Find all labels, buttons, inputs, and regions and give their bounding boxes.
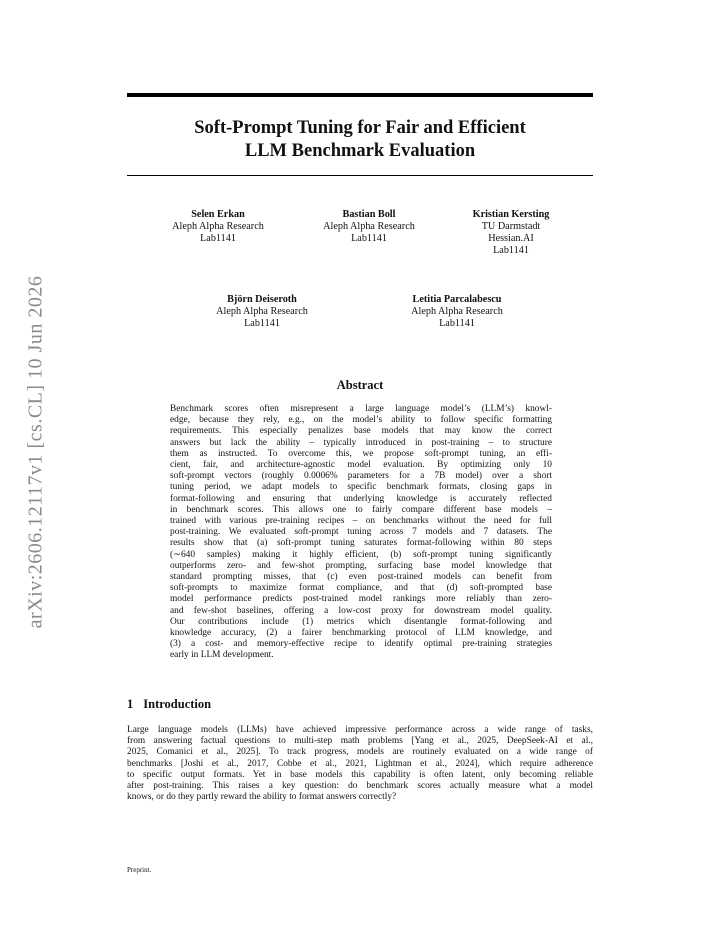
abstract-line: format-following and ensuring that underlying knowledge is accurately reflected xyxy=(170,493,552,504)
section-number: 1 xyxy=(127,697,134,711)
author-affiliation: Lab1141 xyxy=(351,233,387,244)
abstract-line: soft-prompts to maximize format compliance, and that (d) soft-prompted base xyxy=(170,583,552,594)
author-affiliation: Aleph Alpha Research xyxy=(216,306,308,317)
title-top-rule xyxy=(127,93,593,97)
abstract-line: post-training. We evaluated soft-prompt tuning across 7 models and 7 datasets. The xyxy=(170,527,552,538)
abstract-line: edge, because they rely, e.g., on the model’s ability to follow specific formatting xyxy=(170,415,552,426)
intro-line: from answering factual questions to multi-step math problems [Yang et al., 2025, DeepSeek-AI et al., xyxy=(127,736,593,747)
abstract-line: Benchmark scores often misrepresent a large language model’s (LLM’s) knowl- xyxy=(170,404,552,414)
abstract-line: and few-shot baselines, offering a low-cost proxy for downstream model quality. xyxy=(170,605,552,616)
abstract-line: tuning period, we adapt models to specific benchmark formats, closing gaps in xyxy=(170,482,552,493)
abstract-line: trained with various pre-training recipes – on benchmarks without the need for full xyxy=(170,516,552,527)
author-affiliation: Lab1141 xyxy=(244,318,280,329)
intro-line: after post-training. This raises a key question: do benchmark scores actually measure what a model xyxy=(127,781,593,792)
abstract-line: model performance predicts post-trained model rankings more reliably than zero- xyxy=(170,594,552,605)
abstract-line: results show that (a) soft-prompt tuning saturates format-following within 80 steps xyxy=(170,538,552,549)
author-affiliation: Lab1141 xyxy=(439,318,475,329)
author-name: Selen Erkan xyxy=(191,209,245,220)
title-bottom-rule xyxy=(127,175,593,176)
author-block xyxy=(446,209,576,257)
author-block xyxy=(392,294,522,330)
author-block xyxy=(197,294,327,330)
author-affiliation: Lab1141 xyxy=(200,233,236,244)
author-affiliation: TU Darmstadt xyxy=(481,221,541,232)
abstract-line: (3) a cost- and memory-effective recipe to identify optimal pre-training strategies xyxy=(170,639,552,650)
intro-line: knows, or do they partly reward the ability to format answers correctly? xyxy=(127,792,397,803)
author-name: Kristian Kersting xyxy=(472,209,550,220)
intro-line: benchmarks [Joshi et al., 2017, Cobbe et al., 2021, Lightman et al., 2024], which require adherence xyxy=(127,758,593,769)
paper-title xyxy=(127,117,593,163)
abstract-line: standard prompting misses, that (c) even post-trained models can benefit from xyxy=(170,572,552,583)
author-affiliation: Hessian.AI xyxy=(488,233,534,244)
preprint-footnote: Preprint. xyxy=(127,866,152,874)
intro-line: 2025, Comanici et al., 2025]. To track progress, models are routinely evaluated on a wide range of xyxy=(127,747,593,758)
abstract-line: them as instructed. To overcome this, we propose soft-prompt tuning, an effi- xyxy=(170,448,552,459)
author-affiliation: Aleph Alpha Research xyxy=(172,221,264,232)
intro-line: to specific output formats. Yet in base models this capability is often latent, only becoming reliable xyxy=(127,769,593,780)
abstract-body xyxy=(170,404,552,662)
abstract-line: soft-prompt vectors (roughly 0.0006% parameters for a 7B model) over a short xyxy=(170,471,552,482)
abstract-line: early in LLM development. xyxy=(170,650,274,661)
author-affiliation: Lab1141 xyxy=(493,245,529,256)
title-line: Soft-Prompt Tuning for Fair and Efficient xyxy=(194,118,526,138)
abstract-line: in benchmark scores. This allows one to fairly compare different base models – xyxy=(170,504,552,515)
abstract-line: requirements. This especially penalizes base models that may know the correct xyxy=(170,426,552,437)
arxiv-identifier: arXiv:2606.12117v1 [cs.CL] 10 Jun 2026 xyxy=(24,275,47,629)
author-block xyxy=(304,209,434,245)
author-affiliation: Aleph Alpha Research xyxy=(323,221,415,232)
abstract-heading: Abstract xyxy=(336,378,384,392)
author-name: Björn Deiseroth xyxy=(227,294,297,305)
abstract-line: knowledge accuracy, (2) a fairer benchmarking protocol of LLM knowledge, and xyxy=(170,628,552,639)
intro-line: Large language models (LLMs) have achieved impressive performance across a wide range of tasks, xyxy=(127,725,593,735)
section-title: Introduction xyxy=(143,697,212,711)
abstract-line: (∼640 samples) making it highly efficient, (b) soft-prompt tuning significantly xyxy=(170,549,552,560)
title-line: LLM Benchmark Evaluation xyxy=(244,141,476,161)
author-affiliation: Aleph Alpha Research xyxy=(411,306,503,317)
author-name: Bastian Boll xyxy=(342,209,396,220)
abstract-line: outperforms zero- and few-shot prompting, surfacing base model knowledge that xyxy=(170,560,552,571)
author-name: Letitia Parcalabescu xyxy=(412,294,502,305)
author-block xyxy=(153,209,283,245)
abstract-line: Our contributions include (1) metrics which disentangle format-following and xyxy=(170,616,552,627)
abstract-line: cient, fair, and architecture-agnostic model evaluation. By optimizing only 10 xyxy=(170,460,552,471)
introduction-paragraph xyxy=(127,725,593,803)
section-heading-introduction xyxy=(127,697,211,712)
abstract-line: answers but lack the ability – typically introduced in post-training – to structure xyxy=(170,437,552,448)
